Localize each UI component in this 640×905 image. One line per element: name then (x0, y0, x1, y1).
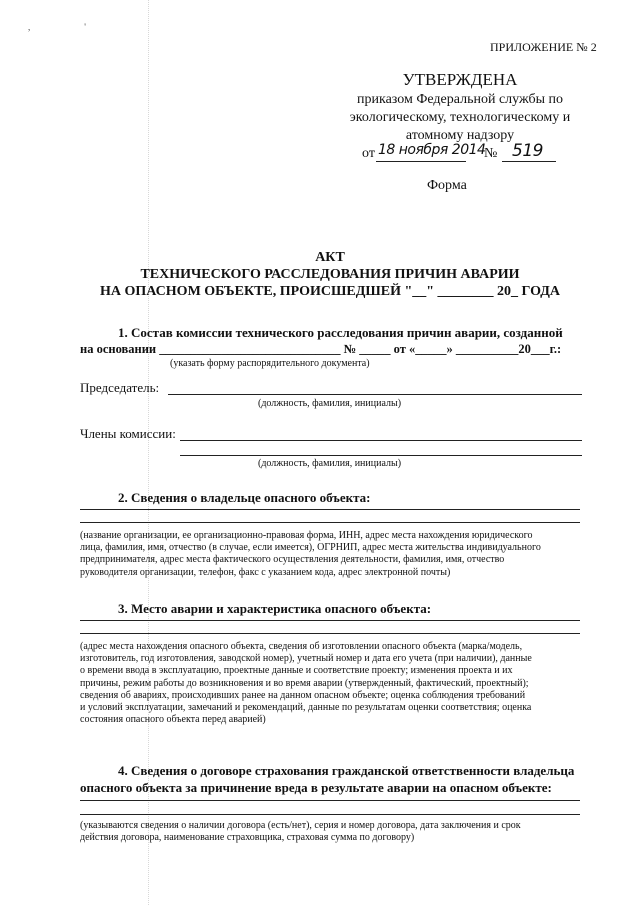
chairman-line[interactable] (168, 394, 582, 395)
section3-hint-line: состояния опасного объекта перед аварией) (80, 714, 266, 726)
section4-line-1[interactable] (80, 800, 580, 801)
scan-specks: , ' (28, 22, 86, 32)
section1-basis-line: на основании _____________________________ № _____ от «_____» __________20___г.: (80, 342, 562, 356)
approval-number-handwritten: 519 (512, 141, 543, 161)
approval-line3: атомному надзору (405, 128, 515, 143)
section1-basis-hint: (указать форму распорядительного документа) (170, 358, 370, 369)
members-hint: (должность, фамилия, инициалы) (258, 458, 402, 469)
section3-hint-line: изготовитель, год изготовления, заводской номер), учетный номер и дата его учета (при наличии), данные (80, 653, 532, 665)
section3-hint-line: (адрес места нахождения опасного объекта, сведения об изготовлении опасного объекта (марка/модель, (80, 641, 523, 652)
members-label: Члены комиссии: (80, 426, 176, 441)
act-title-line3: НА ОПАСНОМ ОБЪЕКТЕ, ПРОИСШЕДШЕЙ "__" ________ 20_ ГОДА (99, 284, 561, 299)
section2-line-2[interactable] (80, 522, 580, 523)
section3-hint-line: и условий эксплуатации, замечаний и рекомендаций, данные по результатам оценки соответствия; оценка (80, 702, 532, 714)
section2-hint-line: предпринимателя, адрес места фактического осуществления деятельности, фамилия, имя, отчество (80, 554, 505, 566)
section2-hint-line: руководителя организации, телефон, факс с указанием кода, адрес электронной почты) (80, 566, 451, 578)
section4-heading-line1: 4. Сведения о договоре страхования гражданской ответственности владельца (118, 763, 575, 778)
members-line-2[interactable] (180, 455, 582, 456)
section3-hint (80, 641, 585, 726)
section4-hint-line: действия договора, наименование страховщика, страховая сумма по договору) (80, 832, 415, 844)
approval-date-handwritten: 18 ноября 2014 (378, 142, 486, 158)
chairman-hint: (должность, фамилия, инициалы) (258, 398, 402, 409)
date-underline (376, 161, 466, 162)
section4-hint-line: (указываются сведения о наличии договора (есть/нет), серия и номер договора, дата заключения и срок (80, 820, 521, 831)
act-title-line1: АКТ (315, 250, 345, 265)
number-underline (502, 161, 556, 162)
section2-hint-line: лица, фамилия, имя, отчество (в случае, если имеется), ОГРНИП, адрес места жительства индивидуального (80, 542, 541, 554)
section2-hint (80, 530, 585, 579)
section3-hint-line: причины, режим работы до возникновения и во время аварии (утвержденный, фактический, проектный); (80, 677, 529, 689)
section4-hint (80, 820, 585, 844)
form-label: Форма (427, 178, 467, 193)
approval-line2: экологическому, технологическому и (349, 110, 571, 125)
section2-hint-line: (название организации, ее организационно-правовая форма, ИНН, адрес места нахождения юридического (80, 530, 533, 541)
section4-line-2[interactable] (80, 814, 580, 815)
approval-title: УТВЕРЖДЕНА (402, 70, 518, 89)
approval-date-prefix: от (362, 146, 375, 161)
section1-heading: 1. Состав комиссии технического расследования причин аварии, созданной (118, 325, 563, 340)
approval-number-prefix: № (484, 146, 498, 161)
section3-heading: 3. Место аварии и характеристика опасного объекта: (118, 601, 432, 616)
members-line-1[interactable] (180, 440, 582, 441)
section3-hint-line: сведения об авариях, происходивших ранее на данном опасном объекте; оценка соблюдения требований (80, 689, 526, 701)
section3-line-1[interactable] (80, 620, 580, 621)
section3-hint-line: о времени ввода в эксплуатацию, проектные данные и соответствие проекту; изменения проекта и их (80, 665, 513, 677)
chairman-label: Председатель: (80, 380, 160, 395)
section3-line-2[interactable] (80, 633, 580, 634)
approval-line1: приказом Федеральной службы по (357, 92, 563, 107)
section2-heading: 2. Сведения о владельце опасного объекта: (118, 490, 371, 505)
section2-line-1[interactable] (80, 509, 580, 510)
section4-heading-line2: опасного объекта за причинение вреда в результате аварии на опасном объекте: (80, 780, 552, 795)
act-title-line2: ТЕХНИЧЕСКОГО РАССЛЕДОВАНИЯ ПРИЧИН АВАРИИ (140, 267, 520, 282)
appendix-label: ПРИЛОЖЕНИЕ № 2 (490, 40, 597, 54)
